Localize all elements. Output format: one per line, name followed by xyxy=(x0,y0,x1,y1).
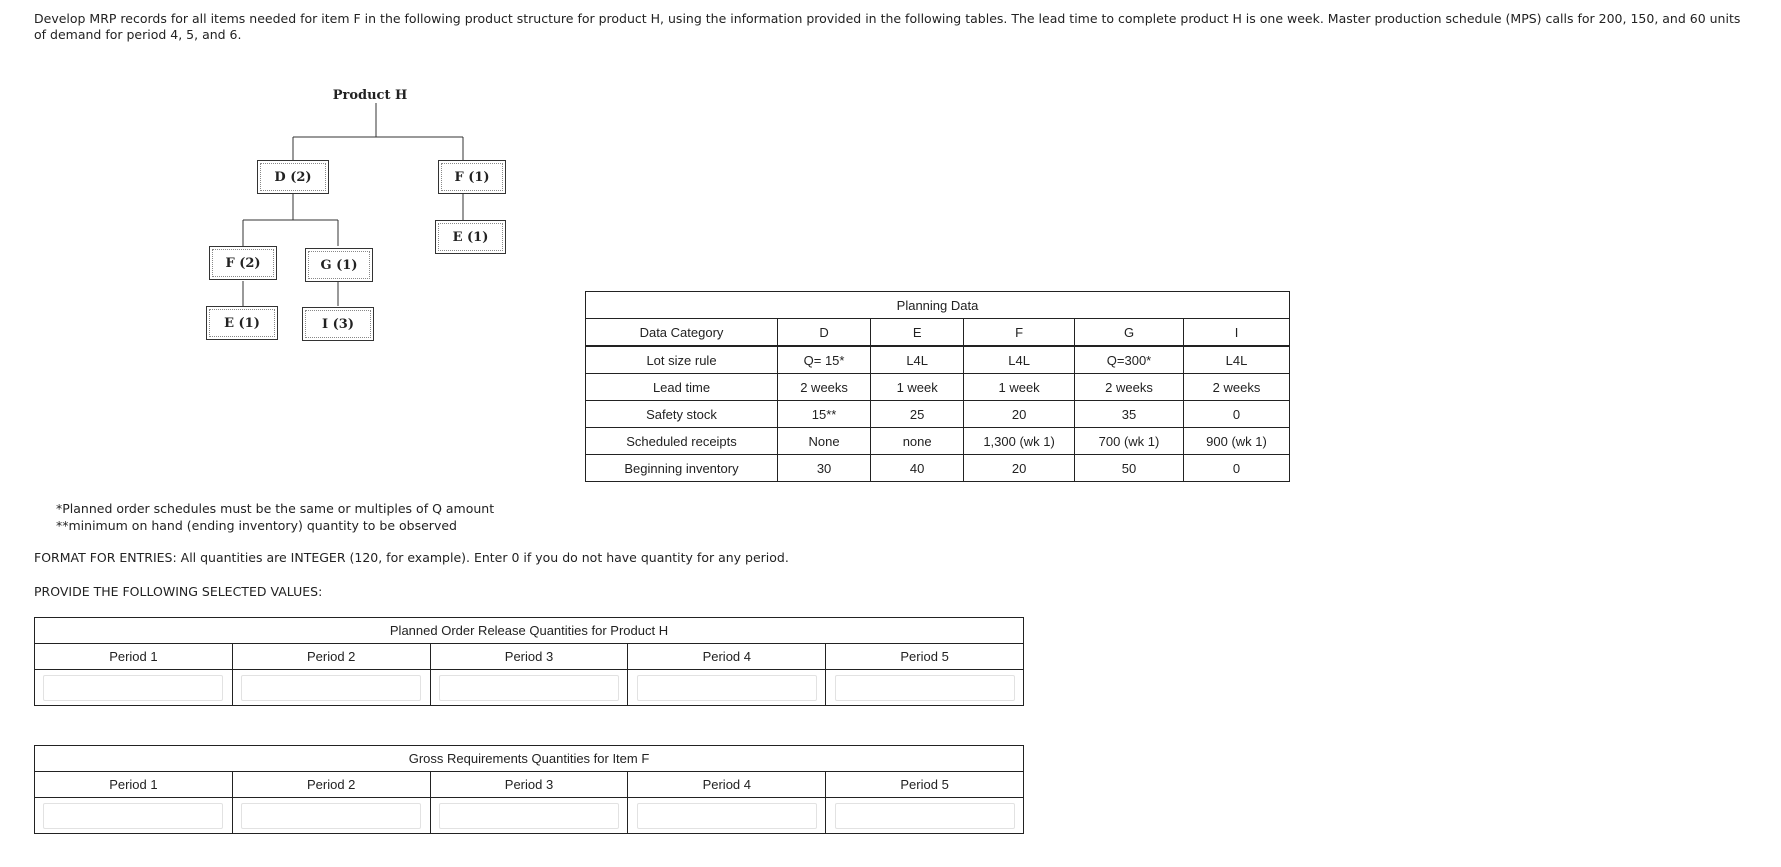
header-data-category: Data Category xyxy=(586,319,778,347)
cell: Scheduled receipts xyxy=(586,428,778,455)
cell: 0 xyxy=(1184,401,1290,428)
period-5-header: Period 5 xyxy=(826,772,1024,798)
cell: L4L xyxy=(964,346,1075,374)
cell: 2 weeks xyxy=(1184,374,1290,401)
gr-f-period-4-input[interactable] xyxy=(637,803,817,829)
product-structure-tree xyxy=(0,0,560,360)
period-4-header: Period 4 xyxy=(628,644,826,670)
node-g: G (1) xyxy=(305,248,373,282)
period-1-header: Period 1 xyxy=(35,644,233,670)
node-e-top: E (1) xyxy=(435,220,506,254)
por-h-period-5-input[interactable] xyxy=(835,675,1015,701)
period-3-header: Period 3 xyxy=(430,772,628,798)
period-2-header: Period 2 xyxy=(232,772,430,798)
planning-data-table xyxy=(585,291,1290,482)
header-g: G xyxy=(1075,319,1184,347)
gr-f-period-3-input[interactable] xyxy=(439,803,619,829)
period-4-header: Period 4 xyxy=(628,772,826,798)
cell: 1 week xyxy=(871,374,964,401)
cell: Beginning inventory xyxy=(586,455,778,482)
row-beginning-inventory xyxy=(586,455,1290,482)
por-h-period-2-input[interactable] xyxy=(241,675,421,701)
cell: 20 xyxy=(964,401,1075,428)
row-safety-stock xyxy=(586,401,1290,428)
cell: Q= 15* xyxy=(778,346,871,374)
cell: 20 xyxy=(964,455,1075,482)
header-d: D xyxy=(778,319,871,347)
node-d: D (2) xyxy=(257,160,329,194)
cell: Q=300* xyxy=(1075,346,1184,374)
cell: L4L xyxy=(871,346,964,374)
footnote-q-amount: *Planned order schedules must be the same or multiples of Q amount xyxy=(56,501,495,516)
cell: 0 xyxy=(1184,455,1290,482)
cell: 25 xyxy=(871,401,964,428)
node-f-left: F (2) xyxy=(209,246,277,280)
cell: Safety stock xyxy=(586,401,778,428)
cell: 1 week xyxy=(964,374,1075,401)
format-instructions: FORMAT FOR ENTRIES: All quantities are INTEGER (120, for example). Enter 0 if you do not have quantity for any period. xyxy=(34,550,789,565)
cell: 30 xyxy=(778,455,871,482)
row-lead-time xyxy=(586,374,1290,401)
cell: 900 (wk 1) xyxy=(1184,428,1290,455)
cell: 1,300 (wk 1) xyxy=(964,428,1075,455)
cell: none xyxy=(871,428,964,455)
gross-requirements-table xyxy=(34,745,1024,834)
gr-f-period-1-input[interactable] xyxy=(43,803,223,829)
cell: 2 weeks xyxy=(778,374,871,401)
period-3-header: Period 3 xyxy=(430,644,628,670)
tree-root-label: Product H xyxy=(332,88,408,103)
node-e-left: E (1) xyxy=(206,306,278,340)
header-i: I xyxy=(1184,319,1290,347)
cell: 2 weeks xyxy=(1075,374,1184,401)
header-f: F xyxy=(964,319,1075,347)
row-scheduled-receipts xyxy=(586,428,1290,455)
gr-f-period-2-input[interactable] xyxy=(241,803,421,829)
cell: Lead time xyxy=(586,374,778,401)
cell: None xyxy=(778,428,871,455)
period-2-header: Period 2 xyxy=(232,644,430,670)
provide-values-heading: PROVIDE THE FOLLOWING SELECTED VALUES: xyxy=(34,584,323,599)
planned-order-release-table xyxy=(34,617,1024,706)
cell: 700 (wk 1) xyxy=(1075,428,1184,455)
cell: Lot size rule xyxy=(586,346,778,374)
cell: 40 xyxy=(871,455,964,482)
header-e: E xyxy=(871,319,964,347)
period-1-header: Period 1 xyxy=(35,772,233,798)
cell: 35 xyxy=(1075,401,1184,428)
por-h-period-3-input[interactable] xyxy=(439,675,619,701)
problem-statement: Develop MRP records for all items needed for item F in the following product structure for product H, using the information provided in the following tables. The lead time to complete product H is one week. Master production schedule (MPS) calls for 200, 150, and 60 units of demand for period 4, 5, and 6. xyxy=(34,11,1741,42)
por-h-period-1-input[interactable] xyxy=(43,675,223,701)
node-i: I (3) xyxy=(302,307,374,341)
node-f-top: F (1) xyxy=(438,160,506,194)
cell: 15** xyxy=(778,401,871,428)
planning-data-title: Planning Data xyxy=(586,292,1290,319)
gr-f-period-5-input[interactable] xyxy=(835,803,1015,829)
planned-order-release-title: Planned Order Release Quantities for Product H xyxy=(35,618,1024,644)
cell: 50 xyxy=(1075,455,1184,482)
row-lot-size-rule xyxy=(586,346,1290,374)
period-5-header: Period 5 xyxy=(826,644,1024,670)
gross-requirements-title: Gross Requirements Quantities for Item F xyxy=(35,746,1024,772)
footnote-safety-stock: **minimum on hand (ending inventory) quantity to be observed xyxy=(56,518,457,533)
por-h-period-4-input[interactable] xyxy=(637,675,817,701)
cell: L4L xyxy=(1184,346,1290,374)
